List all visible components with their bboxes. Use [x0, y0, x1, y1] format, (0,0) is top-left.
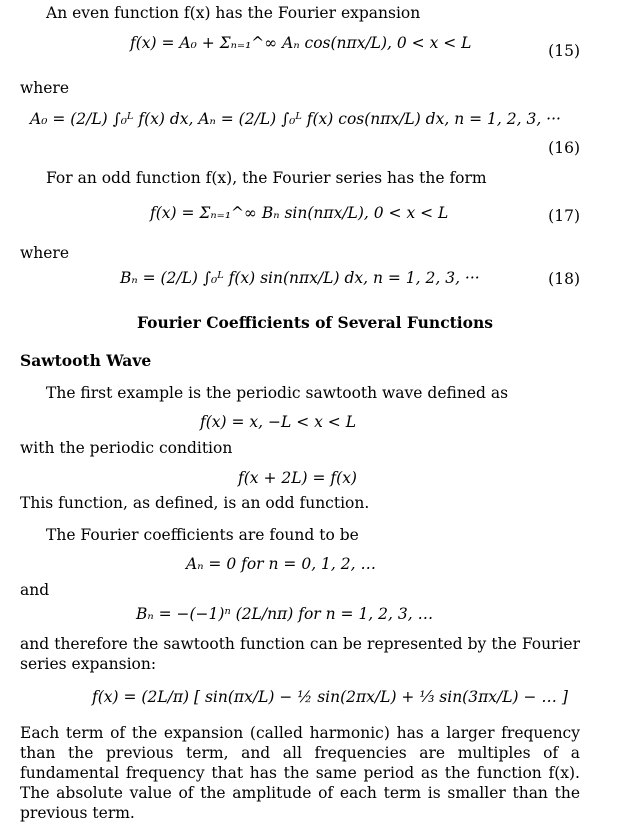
equation-number-17: (17): [548, 207, 580, 225]
text-line-odd-function: For an odd function f(x), the Fourier series has the form: [46, 169, 487, 187]
equation-number-16: (16): [548, 139, 580, 157]
paragraph-harmonics: Each term of the expansion (called harmonic) has a larger frequency than the previous term, and all frequencies are multiples of a fundamental frequency that has the same period as the function f(x). The absolute value of the amplitude of each term is smaller than the previous term.: [20, 724, 580, 822]
equation-17: f(x) = Σₙ₌₁^∞ Bₙ sin(nπx/L), 0 < x < L: [150, 204, 449, 222]
equation-15: f(x) = A₀ + Σₙ₌₁^∞ Aₙ cos(nπx/L), 0 < x < L: [130, 34, 472, 52]
text-line-sawtooth-intro: The first example is the periodic sawtooth wave defined as: [46, 384, 509, 402]
equation-16: A₀ = (2/L) ∫₀ᴸ f(x) dx, Aₙ = (2/L) ∫₀ᴸ f(x) cos(nπx/L) dx, n = 1, 2, 3, ···: [30, 110, 561, 128]
text-line-periodic: with the periodic condition: [20, 439, 233, 457]
equation-Bn: Bₙ = −(−1)ⁿ (2L/nπ) for n = 1, 2, 3, …: [136, 605, 434, 623]
text-where-1: where: [20, 79, 70, 97]
text-line-even-function: An even function f(x) has the Fourier expansion: [46, 4, 421, 22]
equation-periodic-condition: f(x + 2L) = f(x): [238, 469, 357, 487]
text-line-odd: This function, as defined, is an odd function.: [20, 494, 370, 512]
subsection-title: Sawtooth Wave: [20, 351, 152, 370]
equation-18: Bₙ = (2/L) ∫₀ᴸ f(x) sin(nπx/L) dx, n = 1, 2, 3, ···: [120, 269, 480, 287]
text-line-coefficients: The Fourier coefficients are found to be: [46, 526, 359, 544]
equation-number-15: (15): [548, 42, 580, 60]
equation-number-18: (18): [548, 270, 580, 288]
equation-An-zero: Aₙ = 0 for n = 0, 1, 2, …: [186, 555, 376, 573]
text-and: and: [20, 581, 50, 599]
equation-series-expansion: f(x) = (2L/π) [ sin(πx/L) − ½ sin(2πx/L) + ⅓ sin(3πx/L) − … ]: [92, 688, 568, 706]
paragraph-therefore: and therefore the sawtooth function can be represented by the Fourier series expansion:: [20, 635, 580, 673]
text-where-2: where: [20, 244, 70, 262]
equation-sawtooth-definition: f(x) = x, −L < x < L: [200, 413, 357, 431]
section-title: Fourier Coefficients of Several Functions: [136, 313, 494, 332]
